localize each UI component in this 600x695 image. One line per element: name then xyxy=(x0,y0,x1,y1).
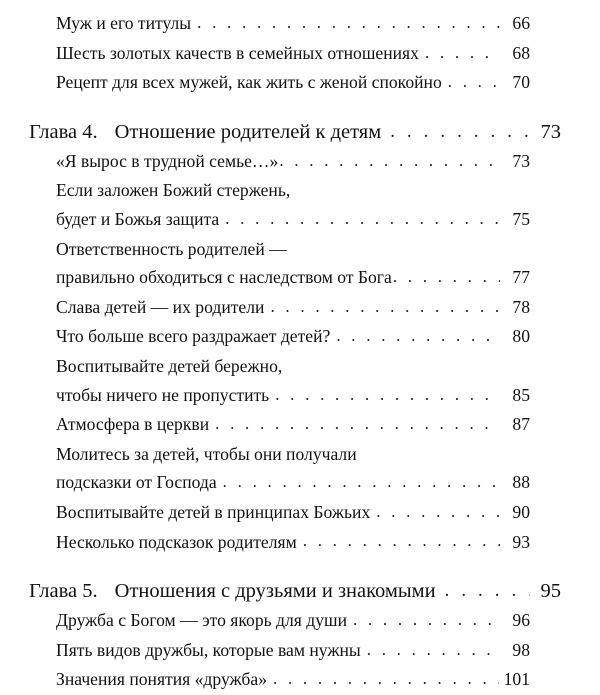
toc-entry-list xyxy=(0,9,600,695)
toc-entry[interactable] xyxy=(0,68,600,98)
toc-entry-title: Ответственность родителей — xyxy=(56,238,287,259)
toc-entry[interactable] xyxy=(0,665,600,695)
toc-entry-title: Воспитывайте детей бережно, xyxy=(56,355,283,376)
toc-entry[interactable] xyxy=(0,410,600,440)
toc-entry[interactable] xyxy=(0,606,600,636)
toc-entry-line xyxy=(0,410,600,440)
toc-entry-title: Отношение родителей к детям xyxy=(114,120,382,143)
toc-entry-title: Если заложен Божий стержень, xyxy=(56,180,291,201)
dot-leader xyxy=(376,498,500,527)
chapter-number-label: Глава 4. xyxy=(29,120,98,143)
dot-leader xyxy=(279,147,500,176)
toc-entry-line xyxy=(0,498,600,528)
toc-entry-title: Шесть золотых качеств в семейных отношениях xyxy=(56,42,419,63)
toc-entry-line xyxy=(0,528,600,558)
dot-leader xyxy=(336,322,500,351)
toc-entry-title: Несколько подсказок родителям xyxy=(56,531,297,552)
dot-leader xyxy=(197,9,500,38)
toc-entry-line-wrapped xyxy=(0,235,600,264)
dot-leader xyxy=(275,381,500,410)
toc-entry[interactable] xyxy=(0,352,600,410)
toc-page-number: 87 xyxy=(512,414,530,435)
chapter-gap-spacer xyxy=(0,557,600,577)
dot-leader xyxy=(445,576,530,605)
toc-page-number: 73 xyxy=(540,120,561,143)
toc-entry[interactable] xyxy=(0,322,600,352)
toc-entry-line xyxy=(0,68,600,98)
toc-page-number: 101 xyxy=(503,669,530,690)
toc-entry-line xyxy=(0,606,600,636)
toc-entry-line xyxy=(0,636,600,666)
toc-page-number: 73 xyxy=(512,150,530,171)
toc-entry-title: Пять видов дружбы, которые вам нужны xyxy=(56,639,361,660)
toc-entry-title: Молитесь за детей, чтобы они получали xyxy=(56,443,357,464)
toc-entry-title: Отношения с друзьями и знакомыми xyxy=(114,580,436,603)
toc-entry-line-wrapped xyxy=(0,440,600,469)
toc-page-number: 90 xyxy=(512,501,530,522)
toc-entry[interactable] xyxy=(0,9,600,39)
toc-entry[interactable] xyxy=(0,293,600,323)
toc-entry-line xyxy=(0,665,600,695)
toc-entry-title: Значения понятия «дружба» xyxy=(56,669,267,690)
dot-leader xyxy=(393,263,500,292)
toc-chapter-entry[interactable] xyxy=(0,577,600,606)
toc-entry-title: Что больше всего раздражает детей? xyxy=(56,326,331,347)
toc-entry-title: Дружба с Богом — это якорь для души xyxy=(56,610,347,631)
toc-page-number: 93 xyxy=(512,531,530,552)
dot-leader xyxy=(223,468,500,497)
toc-entry-title: «Я вырос в трудной семье…» xyxy=(56,150,279,171)
toc-entry-title: Рецепт для всех мужей, как жить с женой спокойно xyxy=(56,72,442,93)
toc-page-number: 68 xyxy=(512,42,530,63)
toc-entry[interactable] xyxy=(0,147,600,177)
toc-entry-title: будет и Божья защита xyxy=(56,208,220,229)
toc-entry-line xyxy=(0,577,600,606)
toc-entry-line xyxy=(0,293,600,323)
toc-page-number: 96 xyxy=(512,610,530,631)
toc-page-number: 75 xyxy=(512,208,530,229)
toc-page-number: 66 xyxy=(512,13,530,33)
dot-leader xyxy=(448,68,500,97)
toc-entry[interactable] xyxy=(0,39,600,69)
toc-entry-line xyxy=(0,468,600,498)
toc-page-number: 95 xyxy=(540,580,561,603)
toc-entry[interactable] xyxy=(0,528,600,558)
toc-chapter-entry[interactable] xyxy=(0,118,600,147)
dot-leader xyxy=(425,39,500,68)
toc-entry-title: Муж и его титулы xyxy=(56,13,192,33)
toc-entry-title: Слава детей — их родители xyxy=(56,296,265,317)
toc-entry-title: Воспитывайте детей в принципах Божьих xyxy=(56,501,371,522)
toc-entry-line xyxy=(0,205,600,235)
toc-entry-title: чтобы ничего не пропустить xyxy=(56,384,270,405)
toc-entry-title: правильно обходиться с наследством от Бога xyxy=(56,267,392,288)
toc-entry-title: Атмосфера в церкви xyxy=(56,414,210,435)
dot-leader xyxy=(215,410,500,439)
toc-page-number: 98 xyxy=(512,639,530,660)
toc-entry-line xyxy=(0,322,600,352)
dot-leader xyxy=(270,293,500,322)
dot-leader xyxy=(225,205,500,234)
chapter-number-label: Глава 5. xyxy=(29,580,98,603)
toc-entry[interactable] xyxy=(0,498,600,528)
chapter-gap-spacer xyxy=(0,98,600,118)
toc-entry-line xyxy=(0,39,600,69)
toc-entry[interactable] xyxy=(0,440,600,498)
toc-entry[interactable] xyxy=(0,176,600,234)
toc-entry-line-wrapped xyxy=(0,352,600,381)
dot-leader xyxy=(303,527,500,556)
toc-entry-line xyxy=(0,263,600,293)
toc-page-number: 77 xyxy=(512,267,530,288)
toc-page-number: 80 xyxy=(512,326,530,347)
toc-entry[interactable] xyxy=(0,235,600,293)
dot-leader xyxy=(367,636,500,665)
dot-leader xyxy=(273,665,499,694)
toc-page-number: 85 xyxy=(512,384,530,405)
toc-entry[interactable] xyxy=(0,636,600,666)
dot-leader xyxy=(390,117,530,146)
toc-entry-title: подсказки от Господа xyxy=(56,472,217,493)
toc-page-number: 70 xyxy=(512,72,530,93)
toc-entry-line xyxy=(0,381,600,411)
toc-page-number: 78 xyxy=(512,296,530,317)
toc-entry-line xyxy=(0,9,600,39)
toc-entry-line-wrapped xyxy=(0,176,600,205)
top-spacer xyxy=(0,0,600,9)
toc-entry-line xyxy=(0,118,600,147)
toc-entry-line xyxy=(0,147,600,177)
dot-leader xyxy=(353,606,500,635)
toc-page-number: 88 xyxy=(512,472,530,493)
